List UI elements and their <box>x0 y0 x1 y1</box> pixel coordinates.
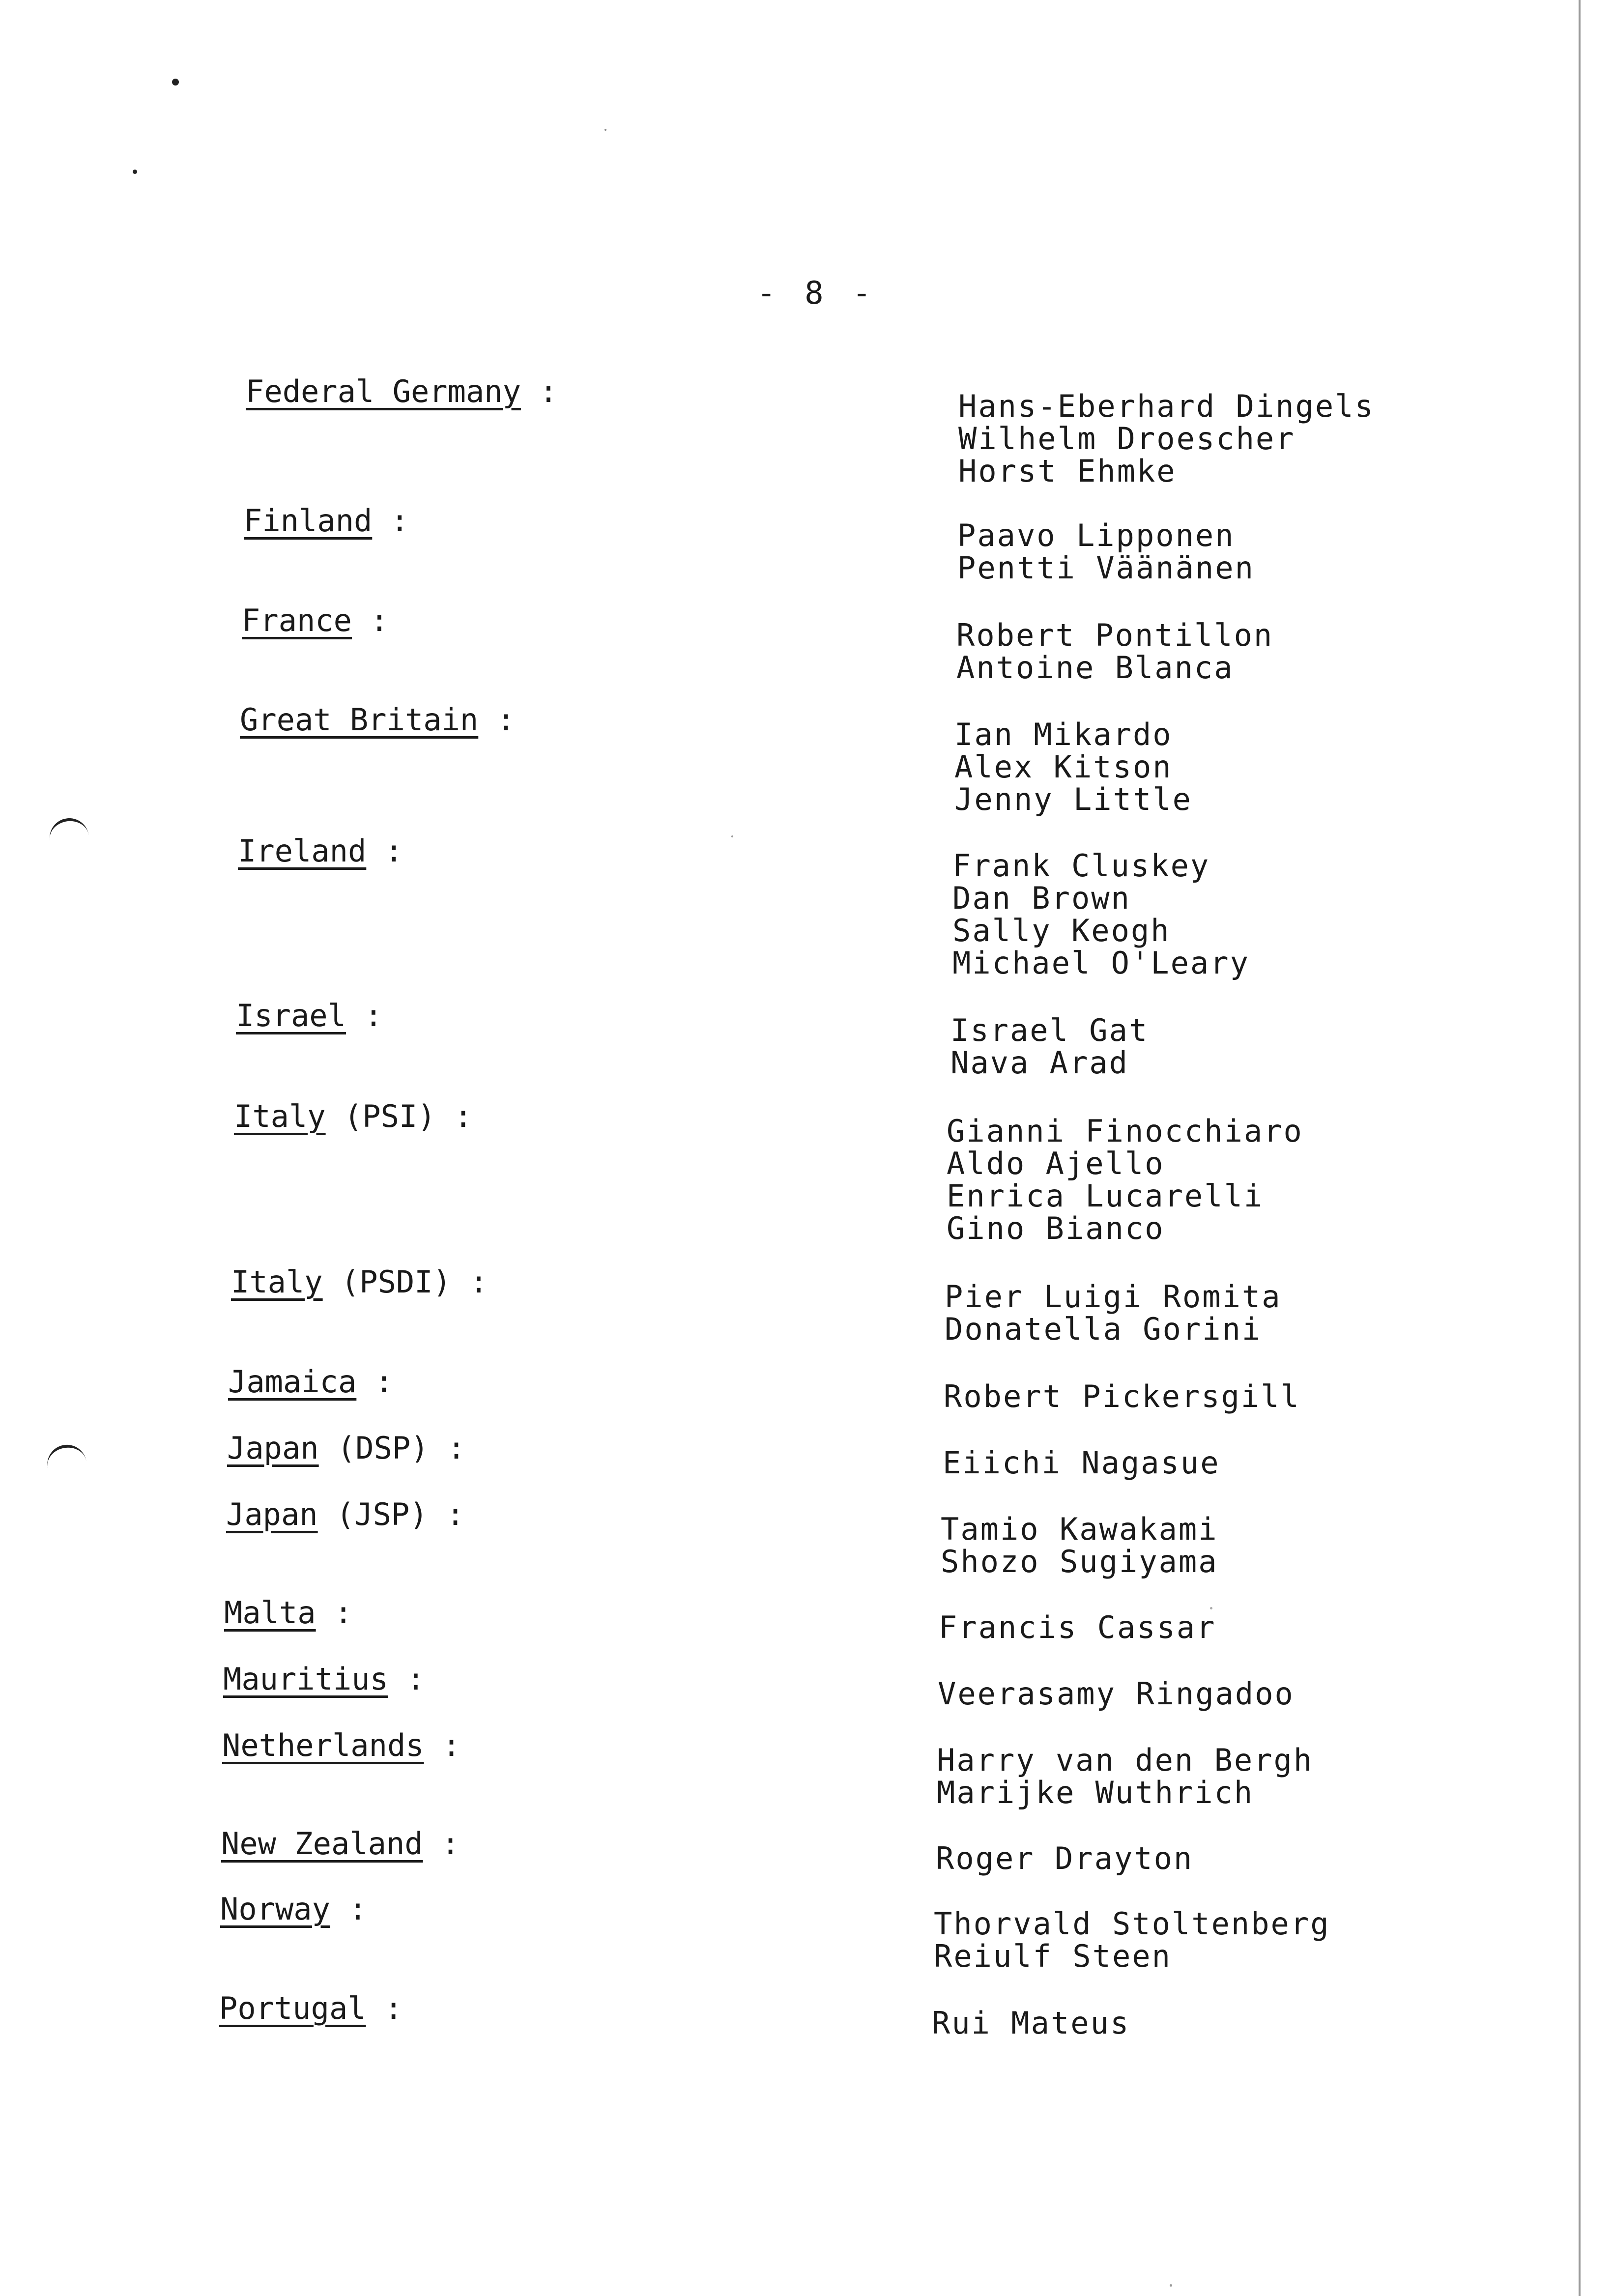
delegate-name: Rui Mateus <box>932 2005 1130 2041</box>
country-name: France <box>242 603 352 638</box>
country-name: Italy <box>231 1264 323 1300</box>
scan-speck <box>172 79 179 86</box>
delegate-names <box>943 1447 1220 1479</box>
country-suffix: (JSP) : <box>317 1496 465 1532</box>
country-suffix: (PSDI) : <box>322 1264 488 1300</box>
delegate-name: Ian Mikardo <box>954 717 1173 752</box>
delegate-name: Sally Keogh <box>952 913 1171 948</box>
delegate-names <box>937 1744 1313 1809</box>
scan-speck <box>731 835 733 837</box>
delegate-names <box>956 619 1273 684</box>
delegate-name: Shozo Sugiyama <box>941 1544 1218 1579</box>
country-name: Finland <box>244 503 373 539</box>
country-label <box>228 1364 393 1400</box>
country-label <box>224 1595 352 1631</box>
country-suffix: : <box>478 702 515 738</box>
delegate-names <box>934 1908 1330 1973</box>
country-label <box>238 833 403 869</box>
delegate-names <box>954 718 1192 816</box>
country-name: Malta <box>224 1595 316 1631</box>
country-name: Great Britain <box>240 702 479 738</box>
country-name: Israel <box>236 998 346 1033</box>
delegate-name: Frank Cluskey <box>952 848 1210 884</box>
country-label <box>220 1891 367 1927</box>
delegate-name: Roger Drayton <box>936 1840 1194 1876</box>
country-name: Ireland <box>238 833 367 869</box>
delegate-name: Marijke Wuthrich <box>937 1775 1254 1810</box>
delegate-name: Israel Gat <box>950 1012 1149 1048</box>
delegate-name: Robert Pontillon <box>956 617 1274 653</box>
country-label <box>234 1098 472 1134</box>
country-label <box>223 1661 425 1697</box>
country-name: Japan <box>227 1430 319 1466</box>
delegate-name: Antoine Blanca <box>956 650 1234 686</box>
punch-hole-mark <box>44 1442 88 1481</box>
page-number: - 8 - <box>757 275 876 312</box>
scan-speck <box>604 129 606 131</box>
delegate-name: Robert Pickersgill <box>944 1378 1300 1414</box>
delegate-name: Gianni Finocchiaro <box>947 1113 1303 1149</box>
country-suffix: : <box>366 833 403 869</box>
country-label <box>221 1826 460 1862</box>
delegate-name: Francis Cassar <box>939 1609 1216 1645</box>
delegate-names <box>944 1380 1300 1413</box>
country-suffix: (DSP) : <box>318 1430 466 1466</box>
delegate-names <box>957 519 1255 584</box>
country-label <box>222 1727 461 1763</box>
delegate-name: Pier Luigi Romita <box>945 1279 1282 1315</box>
delegate-names <box>947 1115 1303 1245</box>
country-name: Norway <box>220 1891 330 1927</box>
delegate-name: Veerasamy Ringadoo <box>938 1676 1295 1712</box>
country-name: Mauritius <box>223 1661 388 1697</box>
delegate-name: Dan Brown <box>952 880 1131 916</box>
country-suffix: : <box>351 603 389 638</box>
country-name: Italy <box>234 1098 326 1134</box>
country-label <box>236 998 383 1033</box>
country-suffix: : <box>423 1826 460 1862</box>
punch-hole-mark <box>47 816 90 853</box>
delegate-name: Eiichi Nagasue <box>943 1445 1220 1481</box>
delegate-name: Reiulf Steen <box>934 1938 1172 1974</box>
country-label <box>231 1264 488 1300</box>
country-suffix: : <box>345 998 383 1033</box>
country-label <box>227 1430 465 1466</box>
delegate-names <box>941 1513 1218 1578</box>
delegate-name: Harry van den Bergh <box>937 1742 1314 1778</box>
delegate-name: Horst Ehmke <box>958 453 1177 489</box>
country-suffix: (PSI) : <box>325 1098 473 1134</box>
delegate-name: Enrica Lucarelli <box>947 1178 1264 1214</box>
country-name: Portugal <box>219 1990 366 2026</box>
delegate-name: Paavo Lipponen <box>957 517 1235 553</box>
country-suffix: : <box>366 1990 403 2026</box>
country-suffix: : <box>356 1364 393 1400</box>
scan-speck <box>1170 2284 1172 2287</box>
delegate-name: Donatella Gorini <box>945 1311 1262 1347</box>
delegate-name: Gino Bianco <box>947 1210 1165 1246</box>
country-suffix: : <box>316 1595 353 1631</box>
country-suffix: : <box>330 1891 367 1927</box>
country-label <box>240 702 515 738</box>
country-suffix: : <box>424 1727 461 1763</box>
scan-speck <box>133 170 137 174</box>
country-label <box>219 1990 403 2026</box>
country-name: New Zealand <box>221 1826 423 1862</box>
page-edge-shadow <box>1579 0 1581 2296</box>
delegate-name: Aldo Ajello <box>947 1146 1165 1181</box>
delegate-names <box>945 1281 1282 1346</box>
delegate-names <box>958 390 1375 488</box>
delegate-name: Alex Kitson <box>954 749 1173 785</box>
country-suffix: : <box>388 1661 425 1697</box>
delegate-name: Jenny Little <box>954 781 1192 817</box>
country-label <box>242 603 389 638</box>
country-name: Netherlands <box>222 1727 424 1763</box>
country-label <box>244 503 409 539</box>
delegate-name: Tamio Kawakami <box>941 1511 1218 1547</box>
country-suffix: : <box>520 373 558 409</box>
country-suffix: : <box>372 503 409 539</box>
country-label <box>226 1496 464 1532</box>
delegate-names <box>938 1678 1295 1710</box>
delegate-names <box>932 2007 1130 2039</box>
delegate-names <box>936 1842 1193 1875</box>
delegate-names <box>952 850 1250 979</box>
country-name: Jamaica <box>228 1364 357 1400</box>
delegate-name: Michael O'Leary <box>952 945 1250 981</box>
country-label <box>246 373 558 409</box>
delegate-name: Hans-Eberhard Dingels <box>958 388 1375 424</box>
delegate-name: Nava Arad <box>950 1045 1129 1081</box>
delegate-names <box>939 1611 1216 1644</box>
country-name: Federal Germany <box>246 373 521 409</box>
delegate-name: Thorvald Stoltenberg <box>934 1906 1330 1942</box>
country-name: Japan <box>226 1496 318 1532</box>
delegate-names <box>950 1014 1149 1079</box>
delegate-name: Pentti Väänänen <box>957 550 1255 586</box>
delegate-name: Wilhelm Droescher <box>958 421 1295 457</box>
